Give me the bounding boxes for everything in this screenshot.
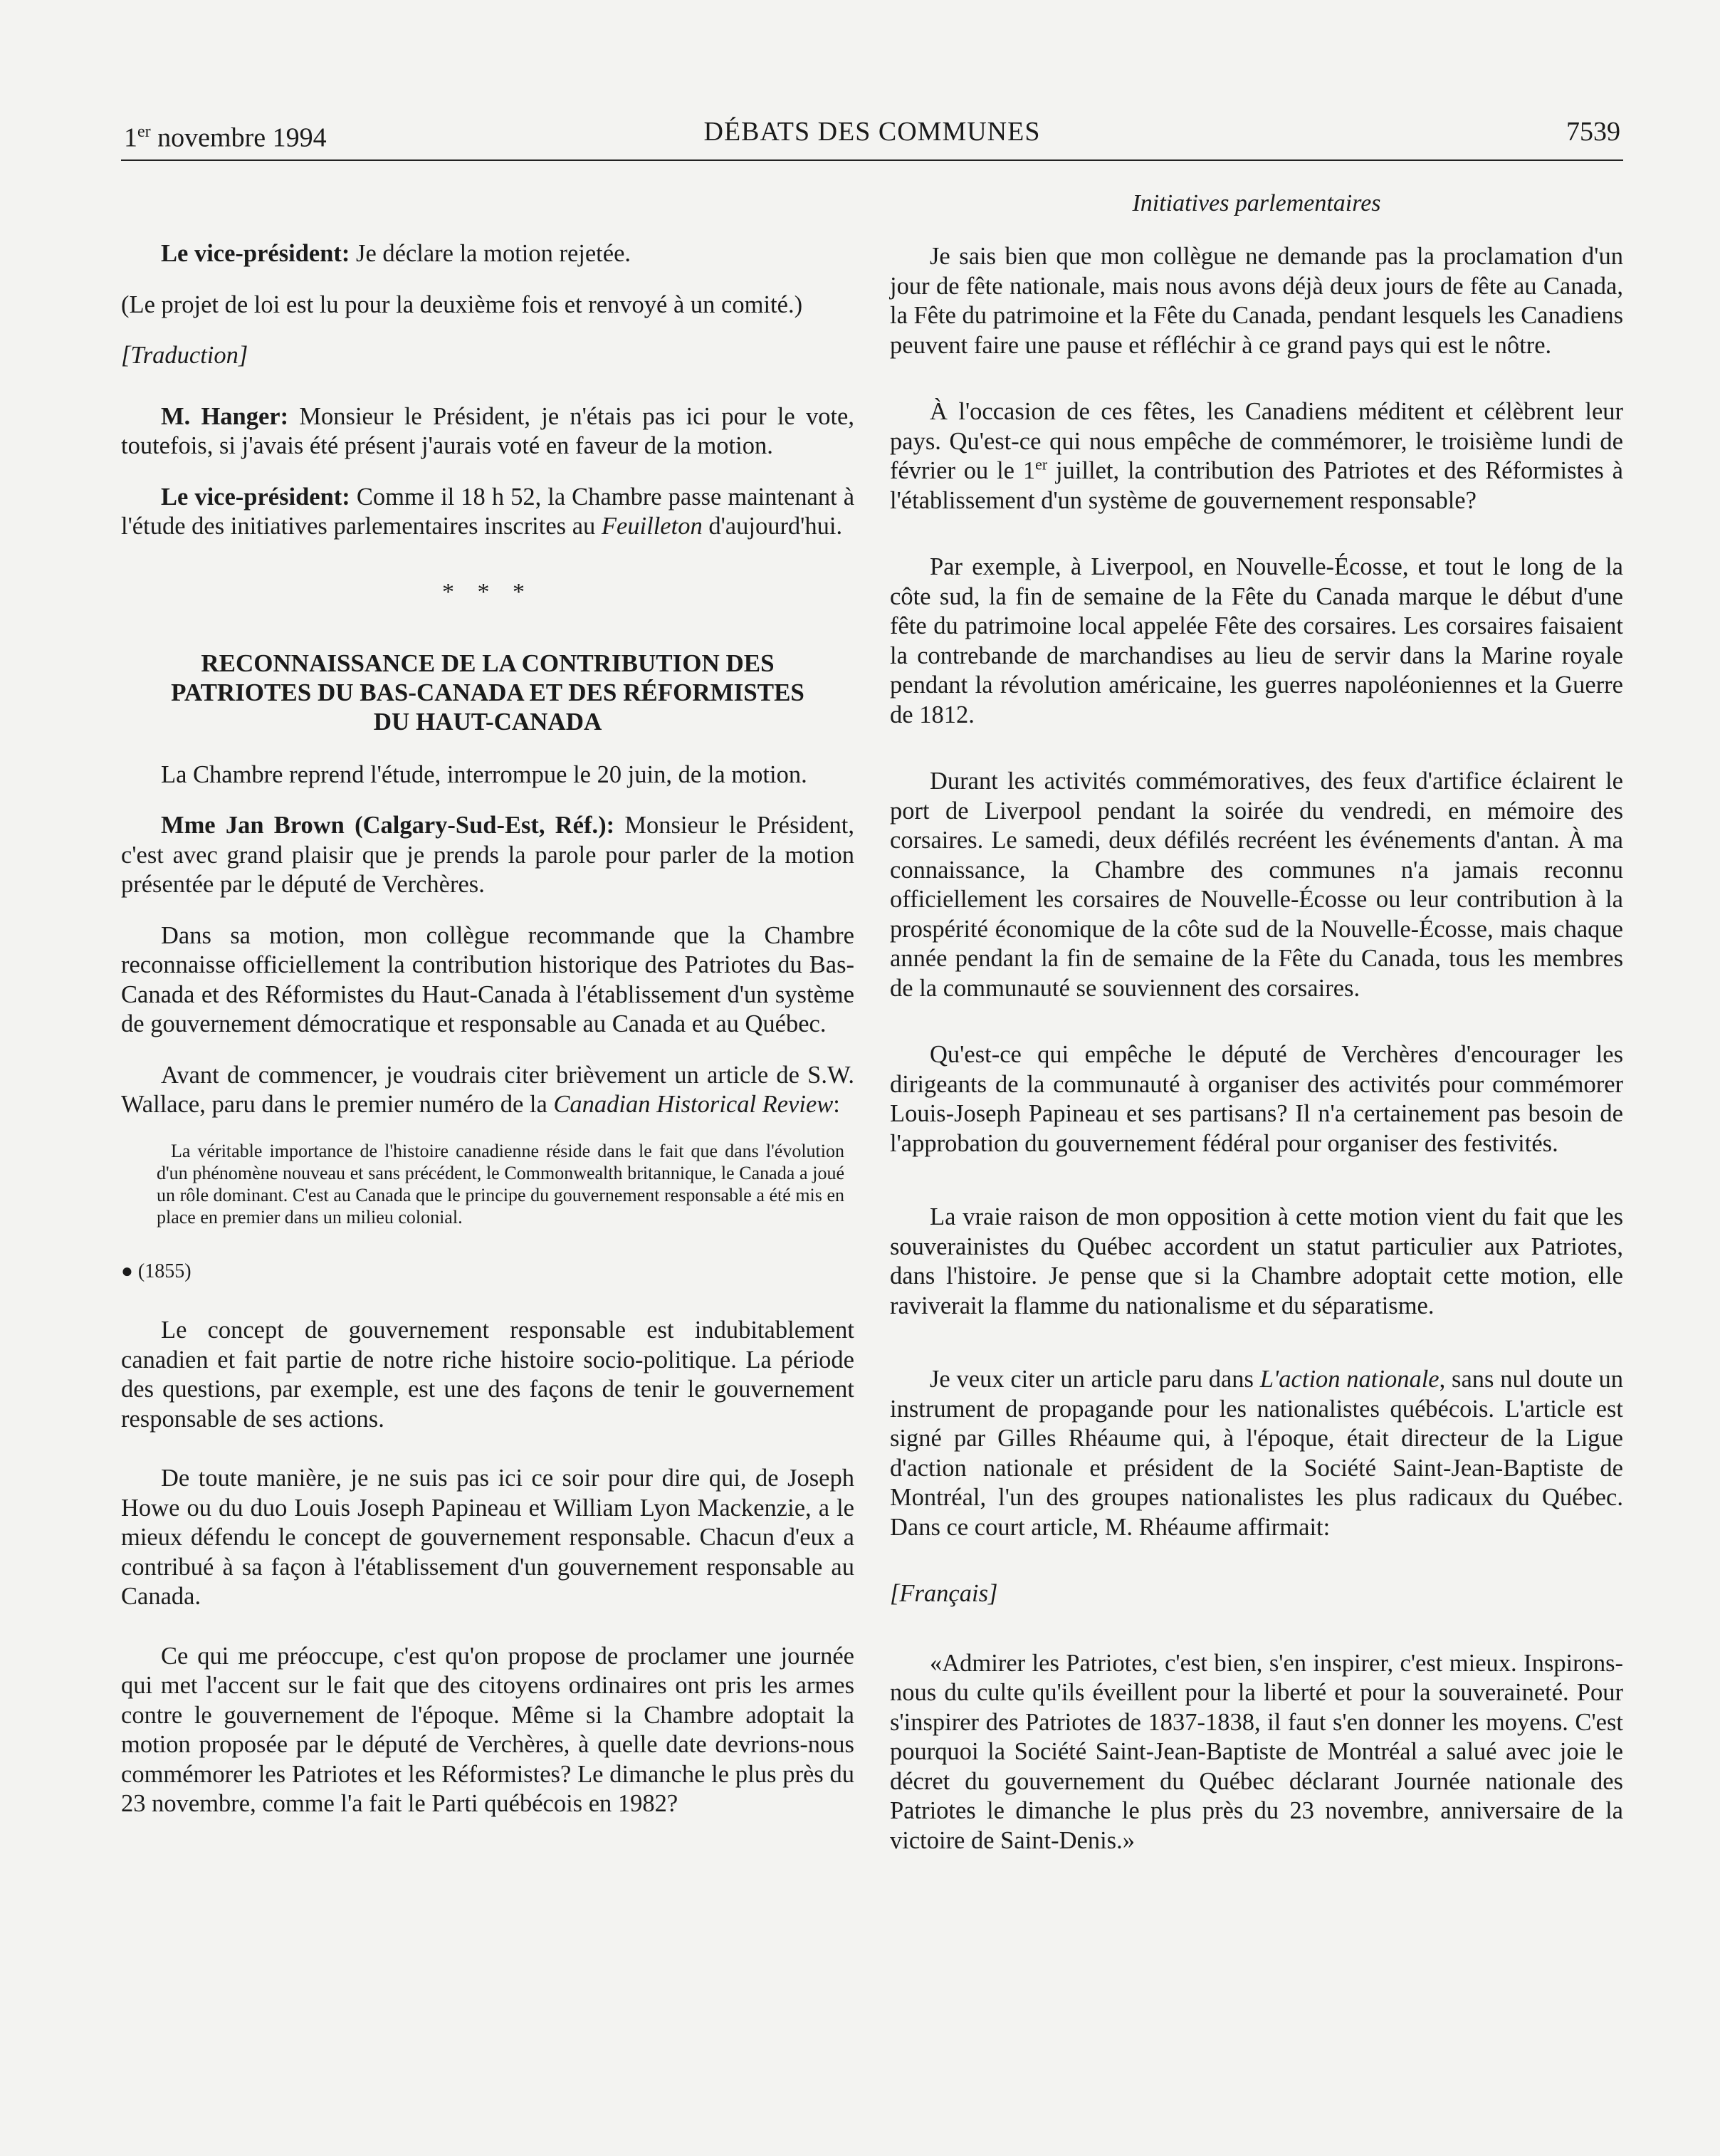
paragraph: Durant les activités commémoratives, des feux d'artifice éclairent le port de Liverpool pendant la soirée du vendredi, en mémoire des corsaires. Le samedi, deux défilés recréent les événements d'antan. À ma connaissance, la Chambre des communes n'a jamais reconnu officiellement les corsaires de Nouvelle-Écosse ou leur contribution à la prospérité économique de la côte sud de la Nouvelle-Écosse, mais chaque année pendant la fin de semaine de la Fête du Canada, tous les membres de la communauté se souviennent des corsaires. [890, 768, 1623, 1002]
paragraph-text: Monsieur le Président, c'est avec grand plaisir que je prends la parole pour parler de la motion présentée par le député de Verchères. [121, 812, 854, 898]
paragraph-text: Avant de commencer, je voudrais citer brièvement un article de S.W. Wallace, paru dans le premier numéro de la [121, 1061, 854, 1118]
time-marker [121, 1257, 854, 1287]
paragraph: Je sais bien que mon collègue ne demande pas la proclamation d'un jour de fête nationale, mais nous avons déjà deux jours de fête au Canada, la Fête du patrimoine et la Fête du Canada, pendant lesquels les Canadiens peuvent faire une pause et réfléchir à ce grand pays qui est le nôtre. [890, 243, 1623, 359]
paragraph: La Chambre reprend l'étude, interrompue le 20 juin, de la motion. [161, 760, 807, 788]
italic-text: Canadian Historical Review [553, 1091, 834, 1118]
italic-text: Feuilleton [601, 513, 703, 540]
title-line: PATRIOTES DU BAS-CANADA ET DES RÉFORMISTES [171, 678, 804, 706]
paragraph: Ce qui me préoccupe, c'est qu'on propose de proclamer une journée qui met l'accent sur le fait que des citoyens ordinaires ont pris les armes contre le gouvernement de l'époque. Même si la Chambre adoptait la motion proposée par le député de Verchères, à quelle date devrions-nous commémorer les Patriotes et les Réformistes? Le dimanche le plus près du 23 novembre, comme l'a fait le Parti québécois en 1982? [121, 1642, 854, 1817]
bullet-icon: ● [121, 1260, 133, 1282]
paragraph-text: : [833, 1091, 840, 1118]
paragraph-text: Je veux citer un article paru dans [930, 1366, 1254, 1393]
title-line: DU HAUT-CANADA [373, 707, 602, 736]
paragraph: (Le projet de loi est lu pour la deuxième fois et renvoyé à un comité.) [121, 291, 803, 318]
paragraph-text: Monsieur le Président, je n'étais pas ici pour le vote, toutefois, si j'avais été présent j'aurais voté en faveur de la motion. [121, 402, 854, 459]
section-header: Initiatives parlementaires [1132, 190, 1381, 216]
left-column [121, 171, 854, 1819]
section-separator: * * * [442, 578, 533, 605]
block-quote: La véritable importance de l'histoire canadienne réside dans le fait que dans l'évolution d'un phénomène nouveau et sans précédent, le Commonwealth britannique, le Canada a joué un rôle dominant. C'est au Canada que le principe du gouvernement responsable a été mis en place en premier dans un milieu colonial. [157, 1140, 844, 1228]
superscript: er [137, 122, 151, 141]
paragraph: «Admirer les Patriotes, c'est bien, s'en inspirer, c'est mieux. Inspirons-nous du culte qu'ils éveillent pour la liberté et pour la souveraineté. Pour s'inspirer des Patriotes de 1837-1838, il faut s'en donner les moyens. C'est pourquoi la Société Saint-Jean-Baptiste de Montréal a salué avec joie le décret du gouvernement du Québec déclarant Journée nationale des Patriotes le dimanche le plus près du 23 novembre, anniversaire de la victoire de Saint-Denis.» [890, 1649, 1623, 1854]
paragraph [121, 239, 854, 269]
paragraph-text: Je déclare la motion rejetée. [356, 240, 631, 267]
section-title [121, 649, 854, 736]
speaker: Le vice-président: [161, 240, 350, 267]
paragraph [121, 811, 854, 900]
paragraph [121, 402, 854, 461]
speaker: M. Hanger: [161, 402, 289, 430]
paragraph: Qu'est-ce qui empêche le député de Verchères d'encourager les dirigeants de la communauté à organiser des activités pour commémorer Louis-Joseph Papineau et ses partisans? Il n'a certainement pas besoin de l'approbation du gouvernement fédéral pour organiser des festivités. [890, 1041, 1623, 1157]
paragraph [890, 397, 1623, 516]
speaker: Le vice-président: [161, 483, 350, 511]
paragraph: Par exemple, à Liverpool, en Nouvelle-Écosse, et tout le long de la côte sud, la fin de semaine de la Fête du Canada marque le début d'une fête du patrimoine local appelée Fête des corsaires. Les corsaires faisaient la contrebande de marchandises au lieu de servir dans la Marine royale pendant la révolution américaine, les guerres napoléoniennes et la Guerre de 1812. [890, 553, 1623, 728]
speaker: Mme Jan Brown (Calgary-Sud-Est, Réf.): [161, 812, 615, 839]
paragraph-text: Comme il 18 h 52, la Chambre passe maintenant à l'étude des initiatives parlementaires inscrites au [121, 483, 855, 540]
header-page-number: 7539 [1566, 117, 1620, 147]
paragraph: La vraie raison de mon opposition à cette motion vient du fait que les souverainistes du Québec accordent un statut particulier aux Patriotes, dans l'histoire. Je pense que si la Chambre adoptait cette motion, elle raviverait la flamme du nationalisme et du séparatisme. [890, 1203, 1623, 1319]
italic-text: L'action nationale [1259, 1366, 1440, 1393]
time-text: (1855) [137, 1260, 192, 1282]
language-marker: [Français] [890, 1580, 998, 1607]
paragraph [121, 1061, 854, 1120]
paragraph-text: juillet, la contribution des Patriotes et des Réformistes à l'établissement d'un système de gouvernement responsable? [890, 457, 1623, 514]
header-date: 1er novembre 1994 [124, 122, 327, 153]
paragraph [121, 483, 854, 542]
paragraph-text: d'aujourd'hui. [708, 513, 843, 540]
paragraph [890, 1365, 1623, 1542]
page-header [121, 114, 1623, 161]
paragraph-text: , sans nul doute un instrument de propagande pour les nationalistes québécois. L'article est signé par Gilles Rhéaume qui, à l'époque, était directeur de la Ligue d'action nationale et président de la Société Saint-Jean-Baptiste de Montréal, l'un des groupes nationalistes les plus radicaux du Québec. Dans ce court article, M. Rhéaume affirmait: [890, 1366, 1623, 1541]
paragraph-text: À l'occasion de ces fêtes, les Canadiens méditent et célèbrent leur pays. Qu'est-ce qui nous empêche de commémorer, le troisième lundi de février ou le 1 [890, 398, 1623, 484]
paragraph: Le concept de gouvernement responsable est indubitablement canadien et fait partie de notre riche histoire socio-politique. La période des questions, par exemple, est une des façons de tenir le gouvernement responsable de ses actions. [121, 1317, 854, 1433]
title-line: RECONNAISSANCE DE LA CONTRIBUTION DES [201, 649, 775, 677]
right-column [890, 171, 1623, 1856]
language-marker: [Traduction] [121, 342, 248, 369]
header-title: DÉBATS DES COMMUNES [703, 117, 1041, 147]
superscript: er [1035, 455, 1048, 473]
paragraph: Dans sa motion, mon collègue recommande que la Chambre reconnaisse officiellement la contribution historique des Patriotes du Bas-Canada et des Réformistes du Haut-Canada à l'établissement d'un système de gouvernement démocratique et responsable au Canada et au Québec. [121, 921, 854, 1037]
paragraph: De toute manière, je ne suis pas ici ce soir pour dire qui, de Joseph Howe ou du duo Louis Joseph Papineau et William Lyon Mackenzie, a le mieux défendu le concept de gouvernement responsable. Chacun d'eux a contribué à sa façon à l'établissement d'un gouvernement responsable au Canada. [121, 1465, 854, 1610]
